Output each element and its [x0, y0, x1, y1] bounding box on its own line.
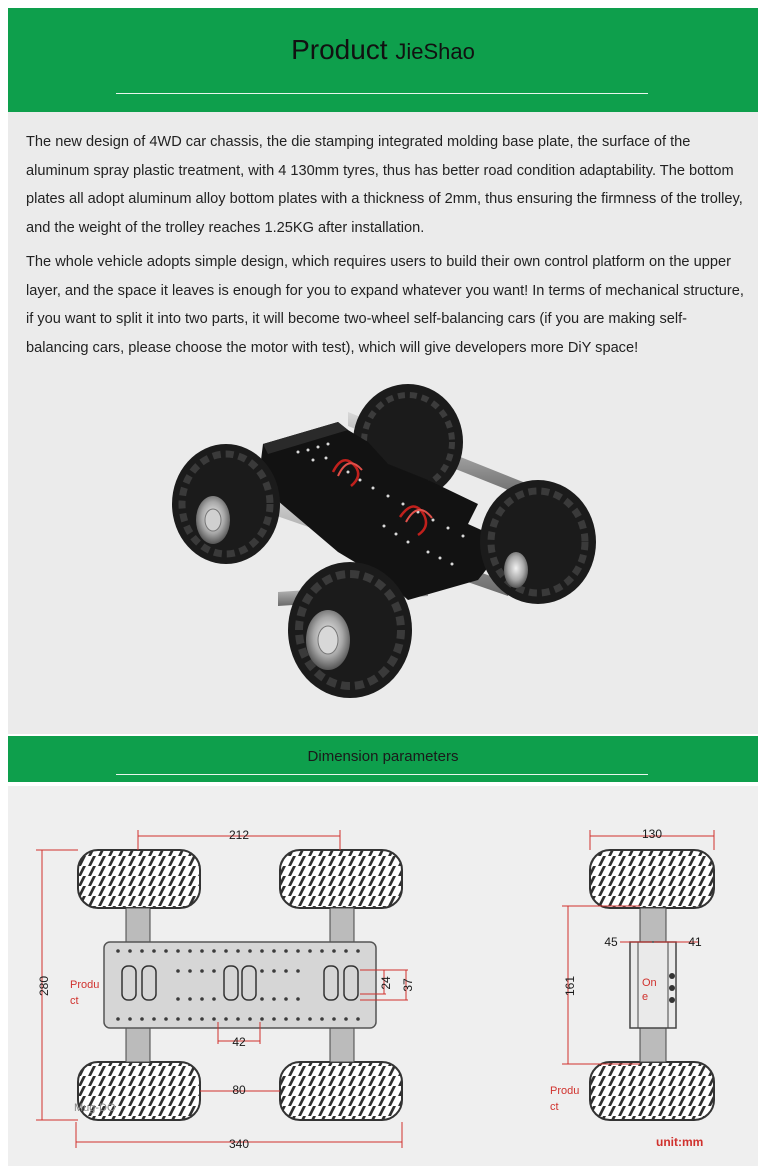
- unit-label: unit:mm: [656, 1135, 704, 1149]
- side-watermark-c: On: [642, 977, 657, 989]
- dim-slot-large: 37: [401, 978, 415, 992]
- dim-hole-pitch: 42: [232, 1035, 246, 1049]
- dimension-drawing: [8, 786, 758, 1166]
- description-panel: [8, 112, 758, 734]
- dim-bottom-wheel-gap: 80: [232, 1083, 246, 1097]
- side-watermark-a: Produ: [550, 1085, 580, 1097]
- dim-wheel-diameter: 130: [641, 827, 663, 841]
- wheel-front-right: [480, 480, 596, 604]
- top-wheel-front-right: [280, 850, 402, 908]
- wheel-front-left: [288, 562, 412, 698]
- title-part-2: Jie: [395, 39, 424, 64]
- dimension-header-banner: [8, 736, 758, 782]
- top-watermark-c: Mug-DO: [74, 1102, 116, 1114]
- wheel-back-left: [172, 444, 280, 564]
- dim-total-length: 340: [228, 1137, 250, 1151]
- chassis-photo: [8, 112, 758, 734]
- header-divider: [116, 93, 648, 94]
- dimension-header-title: Dimension parameters: [307, 748, 459, 765]
- title-part-3: Shao: [423, 39, 475, 64]
- top-chassis-plate: [104, 942, 376, 1028]
- description-paragraph-1: The new design of 4WD car chassis, the die stamping integrated molding base plate, the surface of the aluminum spray plastic treatment, with 4 130mm tyres, thus has better road condition adaptability. The bottom plates all adopt aluminum alloy bottom plates with a thickness of 2mm, thus ensuring the firmness of the trolley, and the weight of the trolley reaches 1.25KG after installation.: [26, 134, 743, 236]
- top-wheel-rear-right: [280, 1062, 402, 1120]
- side-view: [550, 827, 714, 1149]
- dim-slot-small: 24: [379, 976, 393, 990]
- dimension-divider: [116, 774, 648, 775]
- side-wheel-bottom: [590, 1062, 714, 1120]
- top-wheel-front-left: [78, 850, 200, 908]
- side-wheel-top: [590, 850, 714, 908]
- top-view: [36, 828, 415, 1151]
- title-main: Product: [291, 34, 388, 65]
- side-watermark-d: e: [642, 991, 649, 1003]
- dim-total-width: 280: [37, 975, 51, 997]
- dimension-drawing-panel: [8, 786, 758, 1166]
- dim-wheelbase: 212: [228, 828, 250, 842]
- dim-left-offset: 45: [604, 935, 618, 949]
- description-paragraph-2: The whole vehicle adopts simple design, which requires users to build their own control platform on the upper layer, and the space it leaves is enough for you to expand whatever you want! In terms of mechanical structure, if you want to split it into two parts, it will become two-wheel self-balancing cars (if you are making self-balancing cars, please choose the motor with test), which will give developers more DiY space!: [26, 254, 744, 356]
- top-watermark-a: Produ: [70, 979, 100, 991]
- product-header-title: [8, 34, 758, 66]
- dim-height: 161: [563, 975, 577, 997]
- top-watermark-b: ct: [70, 995, 79, 1007]
- side-watermark-b: ct: [550, 1101, 559, 1113]
- product-header-banner: [8, 8, 758, 112]
- dim-right-offset: 41: [688, 935, 702, 949]
